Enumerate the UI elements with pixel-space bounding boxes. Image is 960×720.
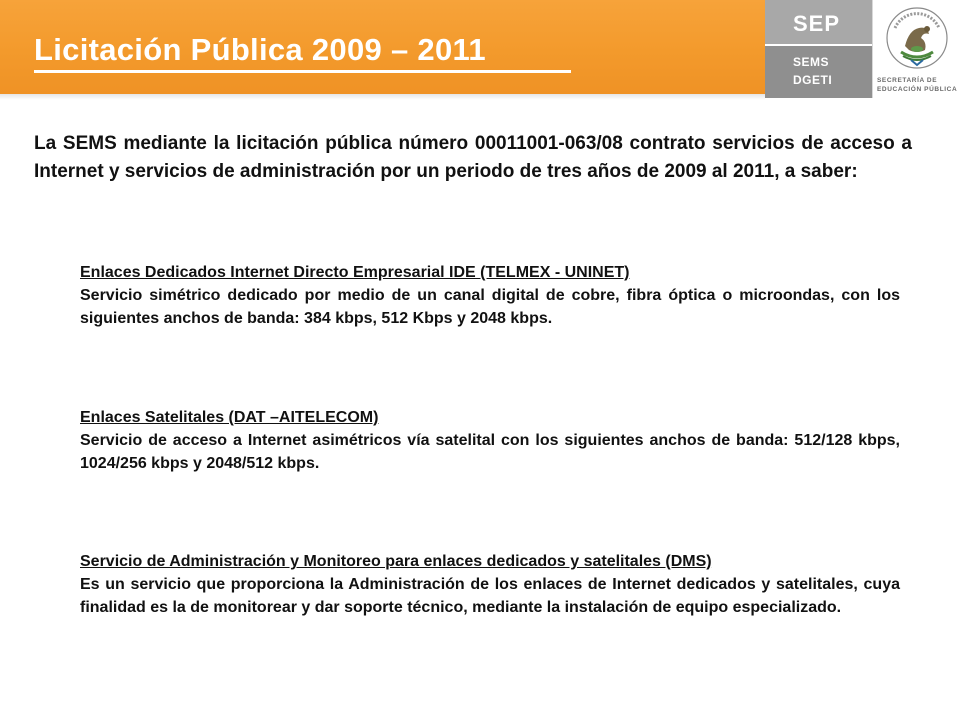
section-ide	[80, 261, 900, 330]
section-heading: Enlaces Dedicados Internet Directo Empresarial IDE (TELMEX - UNINET)	[80, 264, 630, 281]
secretaria-line-2: EDUCACIÓN PÚBLICA	[877, 86, 958, 93]
sep-logo	[765, 0, 872, 98]
section-description: Es un servicio que proporciona la Administración de los enlaces de Internet dedicados y satelitales, cuya finalidad es la de monitorear y dar soporte técnico, mediante la instalación de equipo especializado.	[80, 576, 900, 616]
sems-logo-text: SEMS	[793, 55, 830, 69]
section-heading: Servicio de Administración y Monitoreo para enlaces dedicados y satelitales (DMS)	[80, 553, 712, 570]
section-dms	[80, 550, 900, 619]
sep-logo-divider	[765, 44, 872, 46]
section-heading: Enlaces Satelitales (DAT –AITELECOM)	[80, 409, 379, 426]
secretaria-logo	[872, 0, 960, 98]
title-underline	[34, 70, 571, 73]
section-satelitales	[80, 406, 900, 475]
page-title: Licitación Pública 2009 – 2011	[34, 32, 486, 67]
section-description: Servicio simétrico dedicado por medio de un canal digital de cobre, fibra óptica o microondas, con los siguientes anchos de banda: 384 kbps, 512 Kbps y 2048 kbps.	[80, 287, 900, 327]
section-description: Servicio de acceso a Internet asimétricos vía satelital con los siguientes anchos de banda: 512/128 kbps, 1024/256 kbps y 2048/512 kbps.	[80, 432, 900, 472]
dgeti-logo-text: DGETI	[793, 73, 833, 87]
header-banner-shadow	[0, 94, 765, 100]
mexican-coat-of-arms-icon	[883, 2, 951, 74]
sep-logo-text: SEP	[793, 11, 841, 36]
secretaria-text	[877, 76, 957, 94]
intro-paragraph: La SEMS mediante la licitación pública número 00011001-063/08 contrato servicios de acceso a Internet y servicios de administración por un periodo de tres años de 2009 al 2011, a saber:	[34, 133, 912, 182]
secretaria-line-1: SECRETARÍA DE	[877, 77, 938, 84]
